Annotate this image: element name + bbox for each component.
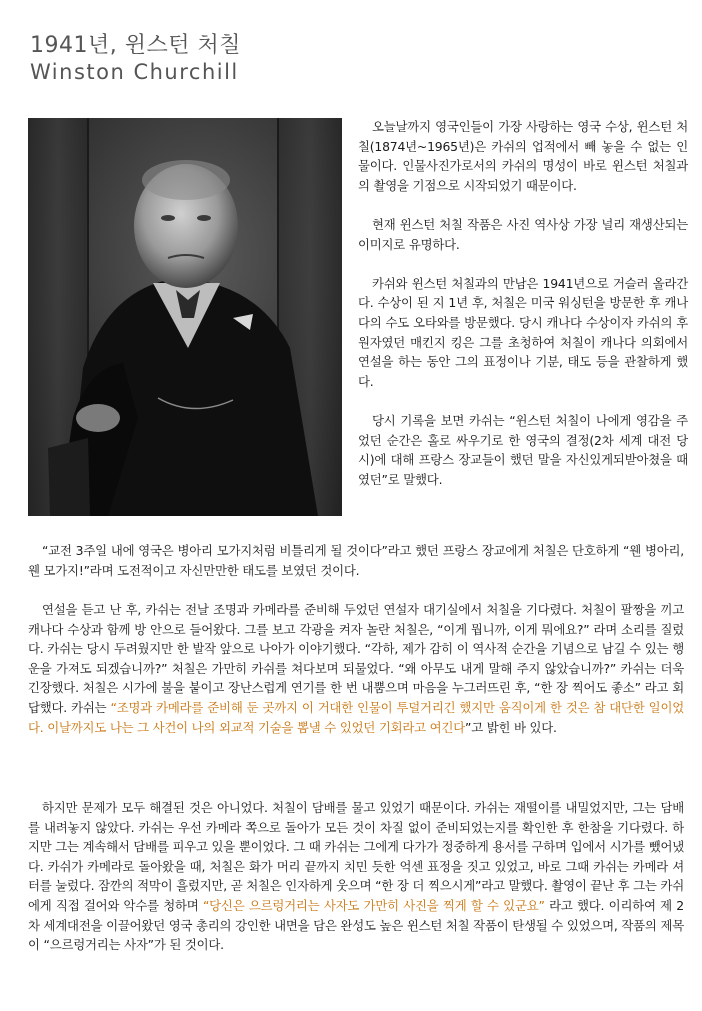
page-title-english: Winston Churchill	[30, 60, 239, 84]
churchill-quote-highlight: “당신은 으르렁거리는 사자도 가만히 사진을 찍게 할 수 있군요”	[202, 897, 545, 913]
page-title-korean: 1941년, 윈스턴 처칠	[30, 33, 241, 58]
paragraph-inspiration: 당시 기록을 보면 카쉬는 “윈스턴 처칠이 나에게 영감을 주었던 순간은 홀로 싸우기로 한 영국의 결정(2차 세계 대전 당시)에 대해 프랑스 장교들이 했던 말을 자신있게되받아쳤을 때였던”로 말했다.	[358, 412, 688, 487]
paragraph-french-officer: “교전 3주일 내에 영국은 병아리 모가지처럼 비틀리게 될 것이다”라고 했던 프랑스 장교에게 처칠은 단호하게 “웬 병아리, 웬 모가지!”라며 도전적이고 자신만만한 태도를 보였던 것이다.	[28, 543, 684, 578]
right-column-text	[358, 117, 688, 489]
paragraph-photo-session	[28, 600, 684, 737]
portrait-photo-icon	[28, 118, 342, 516]
paragraph-photo-session-text: 연설을 듣고 난 후, 카쉬는 전날 조명과 카메라를 준비해 두었던 연설자 대기실에서 처칠을 기다렸다. 처칠이 팔짱을 끼고 캐나다 수상과 함께 방 안으로 들어왔다. 그를 보고 각광을 켜자 놀란 처칠은, “이게 뭡니까, 이게 뭐에요?” 라며 소리를 질렀다. 카쉬는 당시 두려웠지만 한 발작 앞으로 나아가 이야기했다. “각하, 제가 감히 이 역사적 순간을 기념으로 남길 수 있는 행운을 가져도 되겠습니까?” 처칠은 가만히 카쉬를 쳐다보며 되물었다. “왜 아무도 내게 말해 주지 않았습니까?” 카쉬는 더욱 긴장했다. 처칠은 시가에 불을 붙이고 장난스럽게 연기를 한 번 내뿜으며 마음을 누그러뜨린 후, “한 장 찍어도 좋소” 라고 회답했다. 카쉬는	[28, 602, 684, 715]
paragraph-intro: 오늘날까지 영국인들이 가장 사랑하는 영국 수상, 윈스턴 처칠(1874년~1965년)은 카쉬의 업적에서 빼 놓을 수 없는 인물이다. 인물사진가로서의 카쉬의 명성이 바로 윈스턴 처칠과의 촬영을 기점으로 시작되었기 때문이다.	[358, 119, 688, 193]
paragraph-famous-image: 현재 윈스턴 처칠 작품은 사진 역사상 가장 널리 재생산되는 이미지로 유명하다.	[358, 216, 688, 252]
paragraph-cigar-story-text: 하지만 문제가 모두 해결된 것은 아니었다. 처칠이 담배를 물고 있었기 때문이다. 카쉬는 재떨이를 내밀었지만, 그는 담배를 내려놓지 않았다. 카쉬는 우선 카메라 쪽으로 돌아가 모든 것이 차질 없이 준비되었는지를 확인한 후 한참을 기다렸다. 하지만 그는 계속해서 담배를 피우고 있을 뿐이었다. 그 때 카쉬는 그에게 다가가 정중하게 용서를 구하며 입에서 시가를 뺐어냈다. 카쉬가 카메라로 돌아왔을 때, 처칠은 화가 머리 끝까지 치민 듯한 억센 표정을 짓고 있었고, 바로 그때 카쉬는 카메라 셔터를 눌렀다. 잠깐의 적막이 흘렀지만, 곧 처칠은 인자하게 웃으며 “한 장 더 찍으시게”라고 말했다. 촬영이 끝난 후 그는 카쉬에게 직접 걸어와 악수를 청하며	[28, 800, 684, 913]
paragraph-cigar-story	[28, 798, 684, 955]
paragraph-1941-meeting: 카쉬와 윈스턴 처칠과의 만남은 1941년으로 거슬러 올라간다. 수상이 된 지 1년 후, 처칠은 미국 워싱턴을 방문한 후 캐나다의 수도 오타와를 방문했다. 당시 캐나다 수상이자 카쉬의 후원자였던 매킨지 킹은 그를 초청하여 처칠이 캐나다 의회에서 연설을 하는 동안 그의 표정이나 기분, 태도 등을 관찰하게 했다.	[358, 275, 688, 389]
paragraph-cigar-story-end: 라고 했다. 이리하여 제 2차 세계대전을 이끌어왔던 영국 총리의 강인한 내면을 담은 완성도 높은 윈스턴 처칠 작품이 탄생될 수 있었으며, 작품의 제목이 “으르렁거리는 사자”가 된 것이다.	[28, 897, 684, 953]
paragraph-photo-session-end: ”고 밝힌 바 있다.	[465, 719, 557, 735]
karsh-quote-highlight: “조명과 카메라를 준비해 둔 곳까지 이 거대한 인물이 투덜거리긴 했지만 움직이게 한 것은 참 대단한 일이었다. 이날까지도 나는 그 사건이 나의 외교적 기술을 뽐낼 수 있었던 기회라고 여긴다	[28, 699, 684, 735]
